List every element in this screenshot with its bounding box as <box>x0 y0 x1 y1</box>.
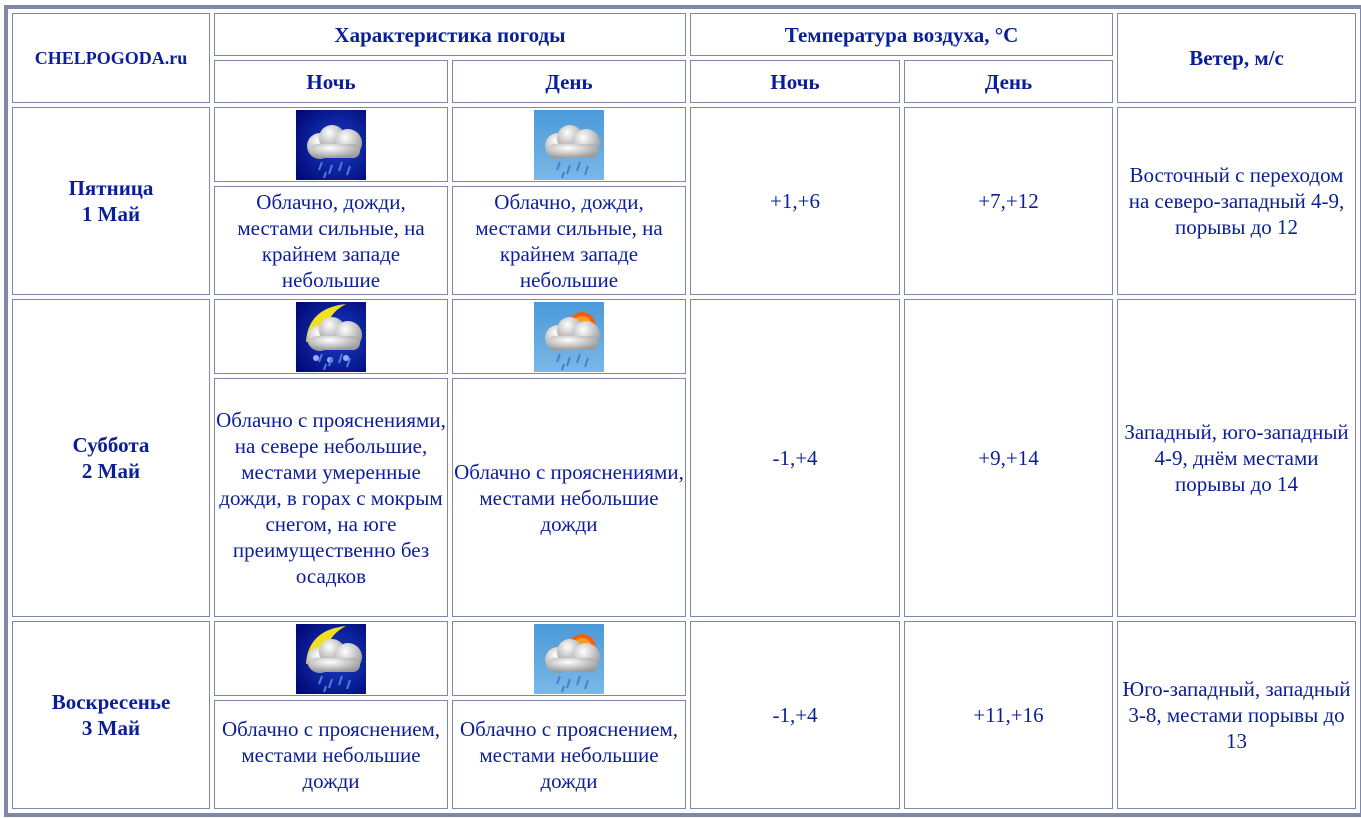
day-icon-cell <box>452 621 686 696</box>
night-icon-cell <box>214 107 448 182</box>
day-desc: Облачно, дожди, местами сильные, на крайнем западе небольшие <box>452 186 686 295</box>
night-desc: Облачно с прояснениями, на севере небольшие, местами умеренные дожди, в горах с мокрым снегом, на юге преимущественно без осадков <box>214 378 448 617</box>
date: 3 Май <box>81 716 141 740</box>
forecast-table <box>4 5 1361 817</box>
day-desc: Облачно с прояснениями, местами небольшие дожди <box>452 378 686 617</box>
night-icon-cell <box>214 299 448 374</box>
sun-cloud-rain-icon <box>534 302 604 372</box>
day-cloud-rain-icon <box>534 110 604 180</box>
sun-cloud-rain-icon <box>534 624 604 694</box>
wind-desc: Западный, юго-западный 4-9, днём местами порывы до 14 <box>1117 299 1356 617</box>
temp-day: +7,+12 <box>904 107 1113 295</box>
night-desc: Облачно, дожди, местами сильные, на крайнем западе небольшие <box>214 186 448 295</box>
wind-desc: Восточный с переходом на северо-западный 4-9, порывы до 12 <box>1117 107 1356 295</box>
temp-night: -1,+4 <box>690 299 900 617</box>
temp-night: -1,+4 <box>690 621 900 809</box>
night-cloud-rain-icon <box>296 110 366 180</box>
weekday: Пятница <box>68 176 154 200</box>
day-icon-cell <box>452 299 686 374</box>
night-header: Ночь <box>214 60 448 103</box>
temp-night: +1,+6 <box>690 107 900 295</box>
site-logo[interactable]: CHELPOGODA.ru <box>12 13 210 103</box>
temp-day: +9,+14 <box>904 299 1113 617</box>
day-label <box>12 107 210 295</box>
temp-night-header: Ночь <box>690 60 900 103</box>
day-desc: Облачно с прояснением, местами небольшие дожди <box>452 700 686 809</box>
wind-desc: Юго-западный, западный 3-8, местами порывы до 13 <box>1117 621 1356 809</box>
moon-cloud-sleet-icon <box>296 302 366 372</box>
night-desc: Облачно с прояснением, местами небольшие дожди <box>214 700 448 809</box>
weather-char-header: Характеристика погоды <box>214 13 686 56</box>
wind-header: Ветер, м/с <box>1117 13 1356 103</box>
day-label <box>12 299 210 617</box>
night-icon-cell <box>214 621 448 696</box>
date: 1 Май <box>81 202 141 226</box>
day-label <box>12 621 210 809</box>
air-temp-header: Температура воздуха, °C <box>690 13 1113 56</box>
day-icon-cell <box>452 107 686 182</box>
day-header: День <box>452 60 686 103</box>
weekday: Суббота <box>72 433 150 457</box>
date: 2 Май <box>81 459 141 483</box>
moon-cloud-rain-icon <box>296 624 366 694</box>
temp-day: +11,+16 <box>904 621 1113 809</box>
temp-day-header: День <box>904 60 1113 103</box>
weekday: Воскресенье <box>51 690 171 714</box>
